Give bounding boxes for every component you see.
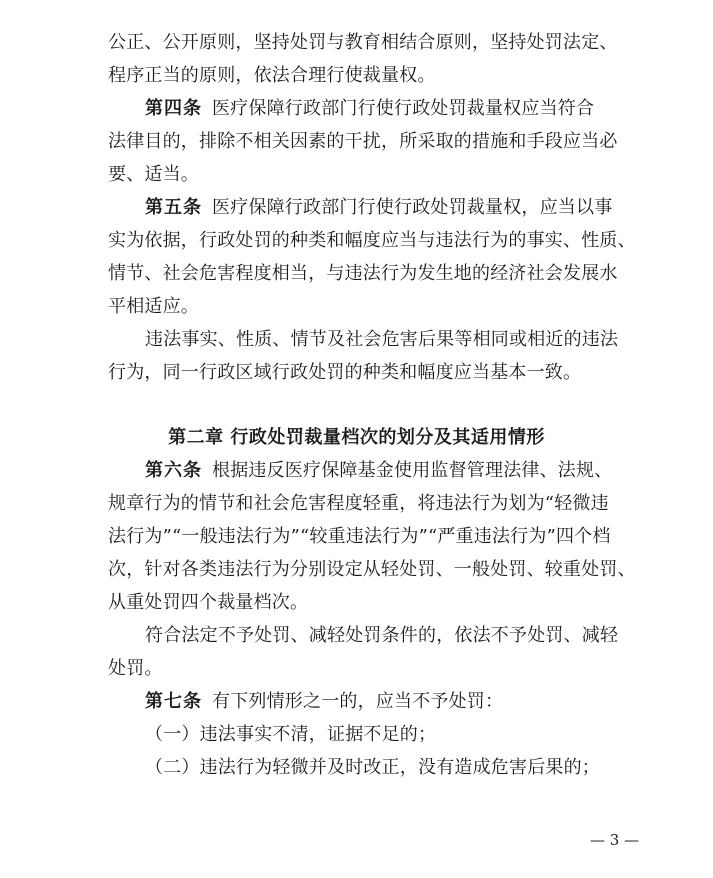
page-number: — 3 — — [590, 831, 640, 849]
article-label: 第五条 — [145, 197, 202, 218]
text-line: 医疗保障行政部门行使行政处罚裁量权应当符合 — [212, 98, 595, 119]
text-line: 公正、公开原则，坚持处罚与教育相结合原则，坚持处罚法定、 — [108, 32, 618, 53]
chapter-heading: 第二章 行政处罚裁量档次的划分及其适用情形 — [168, 427, 545, 448]
text-line: 规章行为的情节和社会危害程度轻重，将违法行为划为“轻微违 — [108, 493, 609, 514]
article-5-first-line — [145, 196, 638, 220]
article-label: 第六条 — [145, 460, 202, 481]
list-item: （一）违法事实不清，证据不足的； — [145, 724, 437, 745]
text-line: 从重处罚四个裁量档次。 — [108, 592, 309, 613]
text-line: 处罚。 — [108, 658, 163, 679]
text-line: 符合法定不予处罚、减轻处罚条件的，依法不予处罚、减轻 — [145, 625, 619, 646]
article-6-first-line — [145, 459, 638, 483]
text-line: 次，针对各类违法行为分别设定从轻处罚、一般处罚、较重处罚、 — [108, 559, 636, 580]
text-line: 有下列情形之一的，应当不予处罚： — [212, 691, 504, 712]
article-label: 第四条 — [145, 98, 202, 119]
article-4-first-line — [145, 97, 638, 121]
text-line: 行为，同一行政区域行政处罚的种类和幅度应当基本一致。 — [108, 362, 582, 383]
text-line: 实为依据，行政处罚的种类和幅度应当与违法行为的事实、性质、 — [108, 230, 636, 251]
text-line: 平相适应。 — [108, 296, 199, 317]
text-line: 医疗保障行政部门行使行政处罚裁量权，应当以事 — [212, 197, 613, 218]
text-line: 要、适当。 — [108, 164, 199, 185]
text-line: 情节、社会危害程度相当，与违法行为发生地的经济社会发展水 — [108, 263, 618, 284]
text-line: 法行为”“一般违法行为”“较重违法行为”“严重违法行为”四个档 — [108, 526, 611, 547]
text-line: 违法事实、性质、情节及社会危害后果等相同或相近的违法 — [145, 329, 619, 350]
text-line: 根据违反医疗保障基金使用监督管理法律、法规、 — [212, 460, 613, 481]
article-label: 第七条 — [145, 691, 202, 712]
text-line: 程序正当的原则，依法合理行使裁量权。 — [108, 65, 436, 86]
list-item: （二）违法行为轻微并及时改正，没有造成危害后果的； — [145, 757, 600, 778]
text-line: 法律目的，排除不相关因素的干扰，所采取的措施和手段应当必 — [108, 131, 618, 152]
article-7-first-line — [145, 690, 638, 714]
